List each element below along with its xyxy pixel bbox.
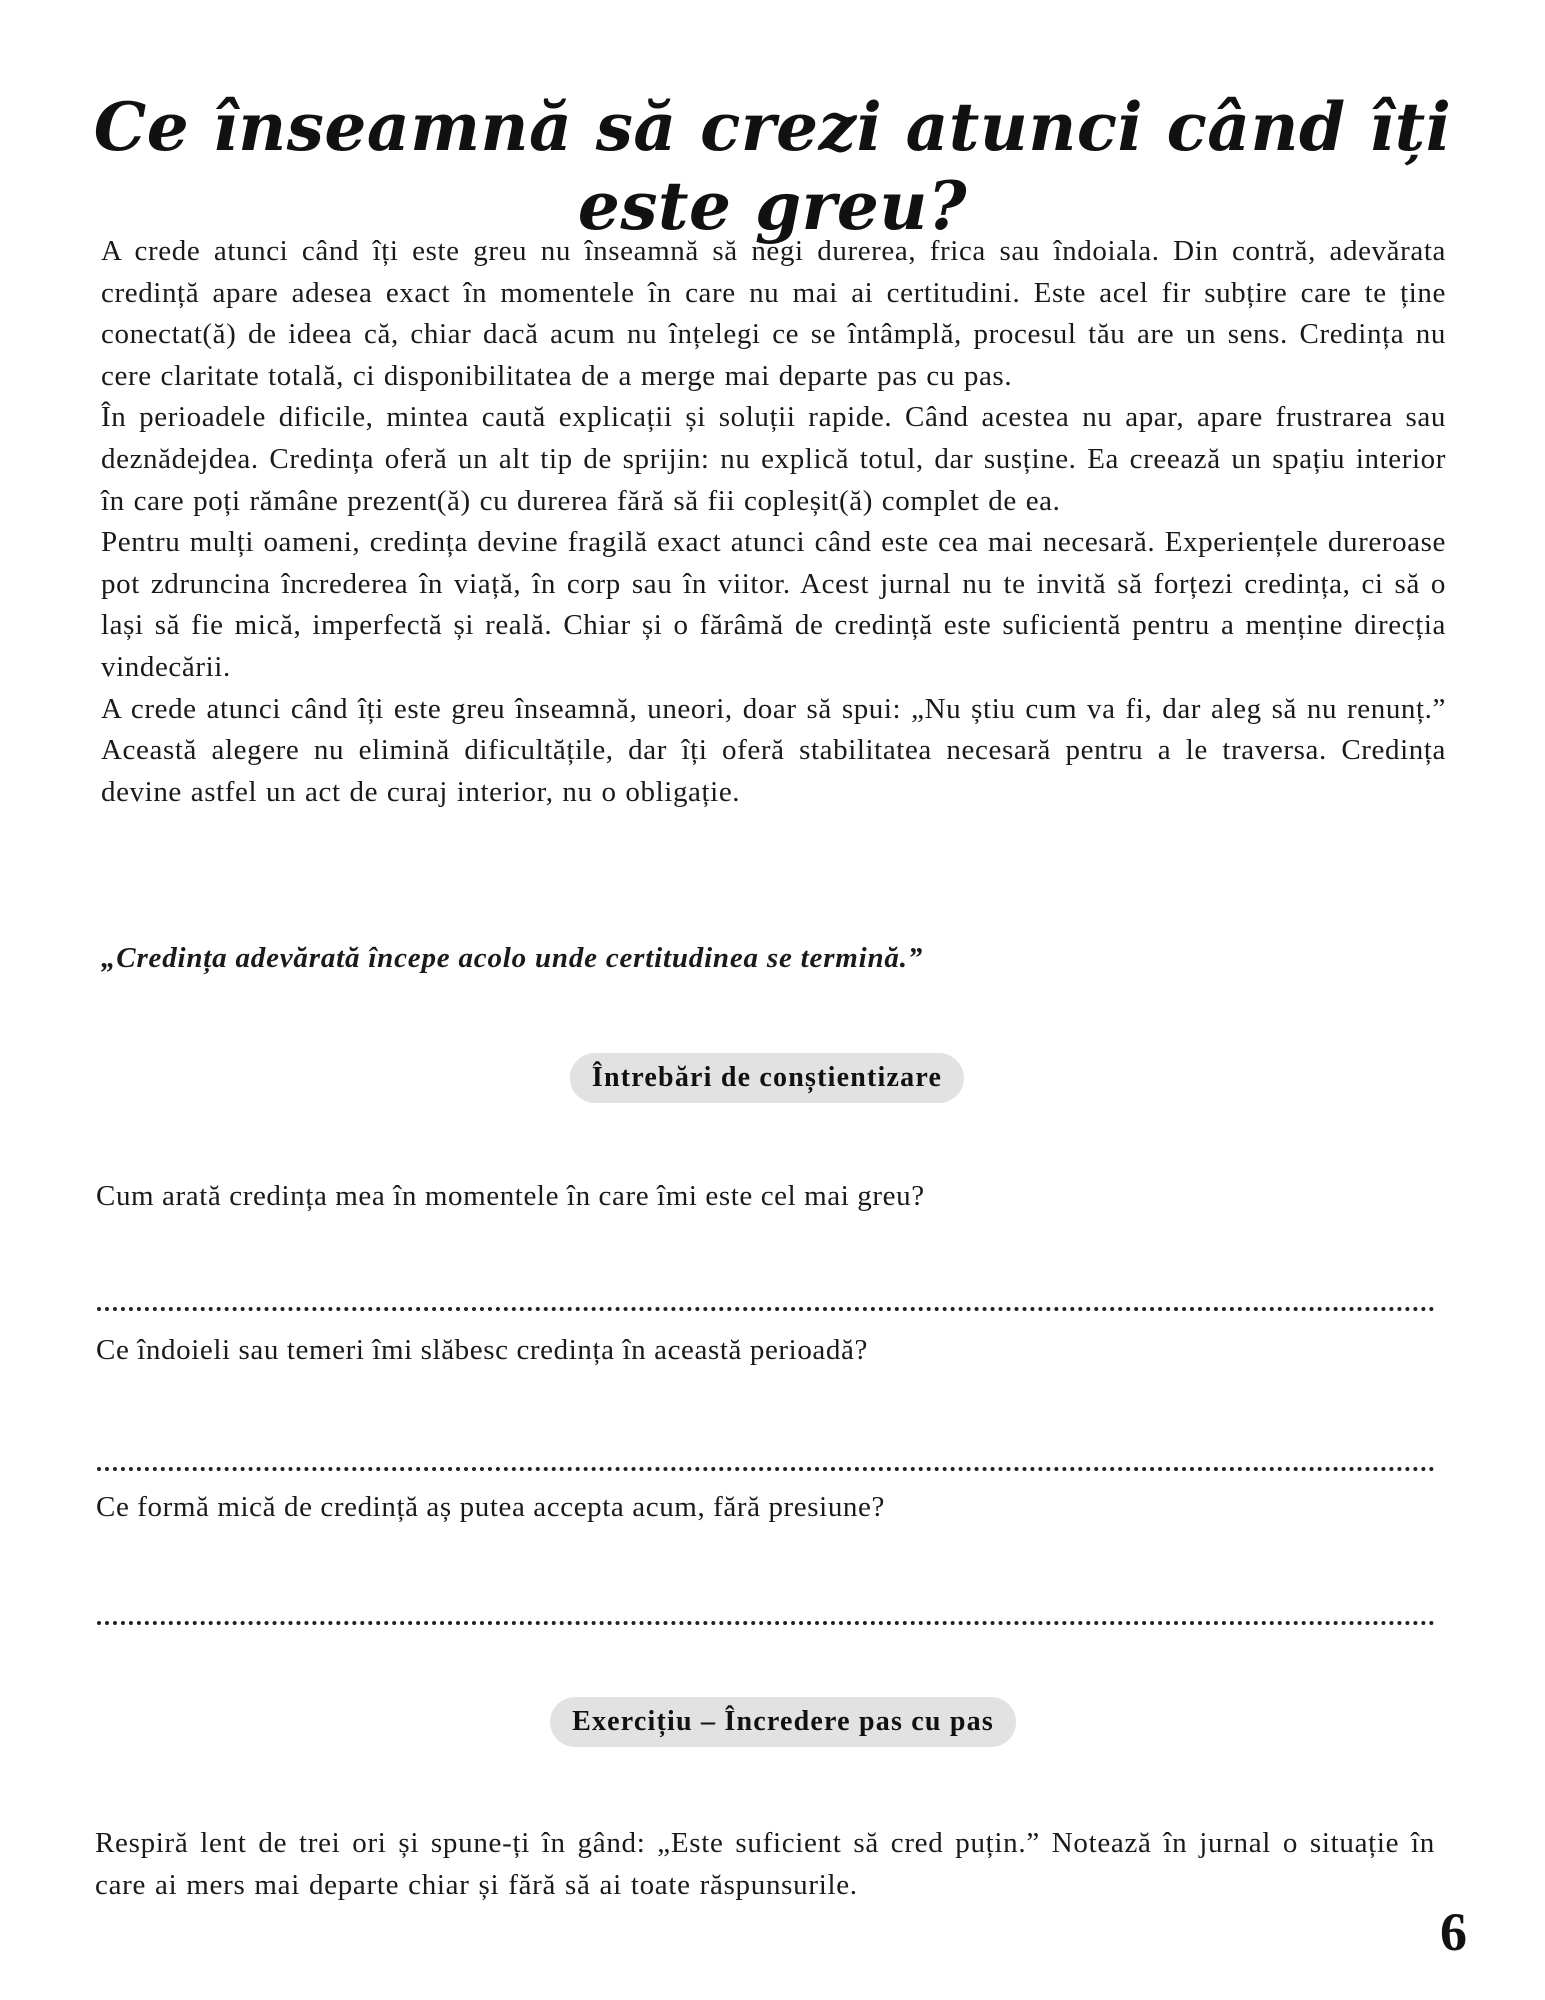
- answer-line-2[interactable]: [97, 1467, 1435, 1471]
- exercise-heading: Exercițiu – Încredere pas cu pas: [550, 1697, 1016, 1747]
- question-2: Ce îndoieli sau temeri îmi slăbesc credința în această perioadă?: [96, 1334, 868, 1366]
- question-1: Cum arată credința mea în momentele în care îmi este cel mai greu?: [96, 1180, 925, 1212]
- awareness-questions-heading: Întrebări de conștientizare: [570, 1053, 964, 1103]
- intro-paragraph: În perioadele dificile, mintea caută explicații și soluții rapide. Când acestea nu apar, apare frustrarea sau deznădejdea. Credința oferă un alt tip de sprijin: nu explică totul, dar susține. Ea creează un spațiu interior în care poți rămâne prezent(ă) cu durerea fără să fii copleșit(ă) complet de ea.: [101, 401, 1446, 517]
- page-title: Ce înseamnă să crezi atunci când îți este greu?: [93, 88, 1452, 246]
- intro-paragraph: Pentru mulți oameni, credința devine fragilă exact atunci când este cea mai necesară. Experiențele dureroase pot zdruncina încrederea în viață, în corp sau în viitor. Acest jurnal nu te invită să forțezi credința, ci să o lași să fie mică, imperfectă și reală. Chiar și o fărâmă de credință este suficientă pentru a menține direcția vindecării.: [101, 526, 1446, 683]
- answer-line-3[interactable]: [97, 1621, 1435, 1625]
- intro-paragraph: A crede atunci când îți este greu nu înseamnă să negi durerea, frica sau îndoiala. Din contră, adevărata credință apare adesea exact în momentele în care nu mai ai certitudini. Este acel fir subțire care te ține conectat(ă) de ideea că, chiar dacă acum nu înțelegi ce se întâmplă, procesul tău are un sens. Credința nu cere claritate totală, ci disponibilitatea de a merge mai departe pas cu pas.: [101, 235, 1446, 392]
- question-3: Ce formă mică de credință aș putea accepta acum, fără presiune?: [96, 1491, 885, 1523]
- exercise-text: Respiră lent de trei ori și spune-ți în gând: „Este suficient să cred puțin.” Notează în jurnal o situație în care ai mers mai departe chiar și fără să ai toate răspunsurile.: [95, 1827, 1435, 1901]
- answer-line-1[interactable]: [97, 1307, 1435, 1311]
- featured-quote: „Credința adevărată începe acolo unde certitudinea se termină.”: [101, 942, 924, 974]
- intro-paragraph: A crede atunci când îți este greu înseamnă, uneori, doar să spui: „Nu știu cum va fi, dar aleg să nu renunț.” Această alegere nu elimină dificultățile, dar îți oferă stabilitatea necesară pentru a le traversa. Credința devine astfel un act de curaj interior, nu o obligație.: [101, 692, 1446, 808]
- intro-text: [101, 231, 1446, 813]
- page-number: 6: [1440, 1902, 1467, 1962]
